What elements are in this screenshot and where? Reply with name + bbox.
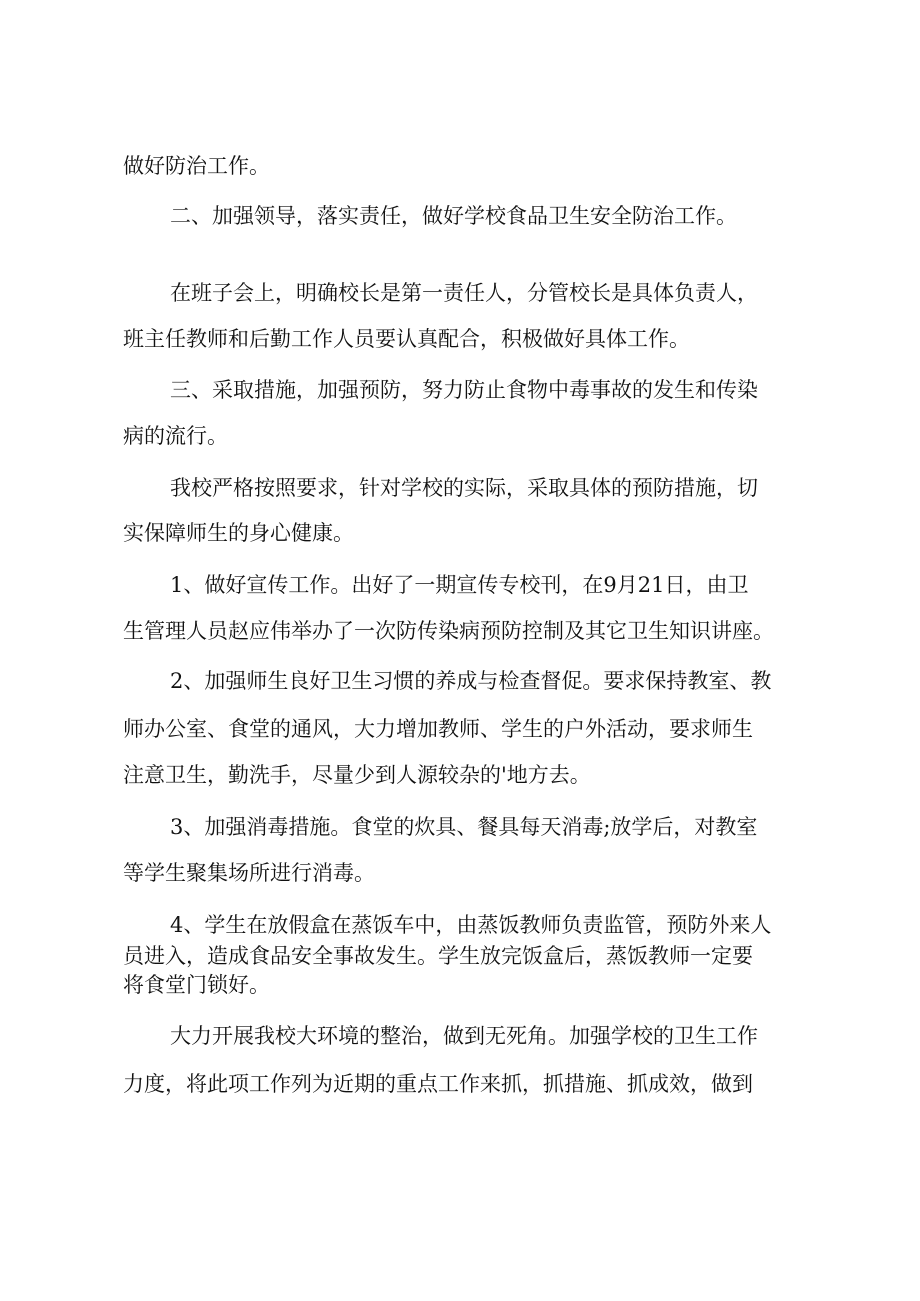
text-line: 实保障师生的身心健康。 (123, 521, 354, 545)
text-line: 我校严格按照要求，针对学校的实际，采取具体的预防措施，切 (170, 476, 758, 500)
text-line: 班主任教师和后勤工作人员要认真配合，积极做好具体工作。 (123, 327, 690, 351)
text-line: 等学生聚集场所进行消毒。 (123, 861, 375, 885)
text-line: 力度，将此项工作列为近期的重点工作来抓，抓措施、抓成效，做到 (123, 1072, 753, 1096)
list-item: 1、做好宣传工作。出好了一期宣传专校刊，在9月21日，由卫 (170, 573, 749, 597)
text-line: 师办公室、食堂的通风，大力增加教师、学生的户外活动，要求师生 (123, 717, 753, 741)
list-item: 3、加强消毒措施。食堂的炊具、餐具每天消毒;放学后，对教室 (170, 815, 758, 839)
section-heading: 三、采取措施，加强预防，努力防止食物中毒事故的发生和传染 (170, 378, 758, 402)
text-line: 员进入，造成食品安全事故发生。学生放完饭盒后，蒸饭教师一定要 (123, 944, 753, 968)
text-line: 在班子会上，明确校长是第一责任人，分管校长是具体负责人， (170, 281, 758, 305)
section-heading: 二、加强领导，落实责任，做好学校食品卫生安全防治工作。 (170, 204, 737, 228)
list-item: 2、加强师生良好卫生习惯的养成与检查督促。要求保持教室、教 (170, 669, 772, 693)
list-item: 4、学生在放假盒在蒸饭车中，由蒸饭教师负责监管，预防外来人 (170, 913, 772, 937)
text-line: 生管理人员赵应伟举办了一次防传染病预防控制及其它卫生知识讲座。 (123, 619, 774, 643)
text-line: 注意卫生，勤洗手，尽量少到人源较杂的'地方去。 (123, 763, 591, 787)
text-line: 做好防治工作。 (123, 154, 270, 178)
text-line: 大力开展我校大环境的整治，做到无死角。加强学校的卫生工作 (170, 1024, 758, 1048)
text-line: 病的流行。 (123, 424, 228, 448)
text-line: 将食堂门锁好。 (123, 973, 270, 997)
